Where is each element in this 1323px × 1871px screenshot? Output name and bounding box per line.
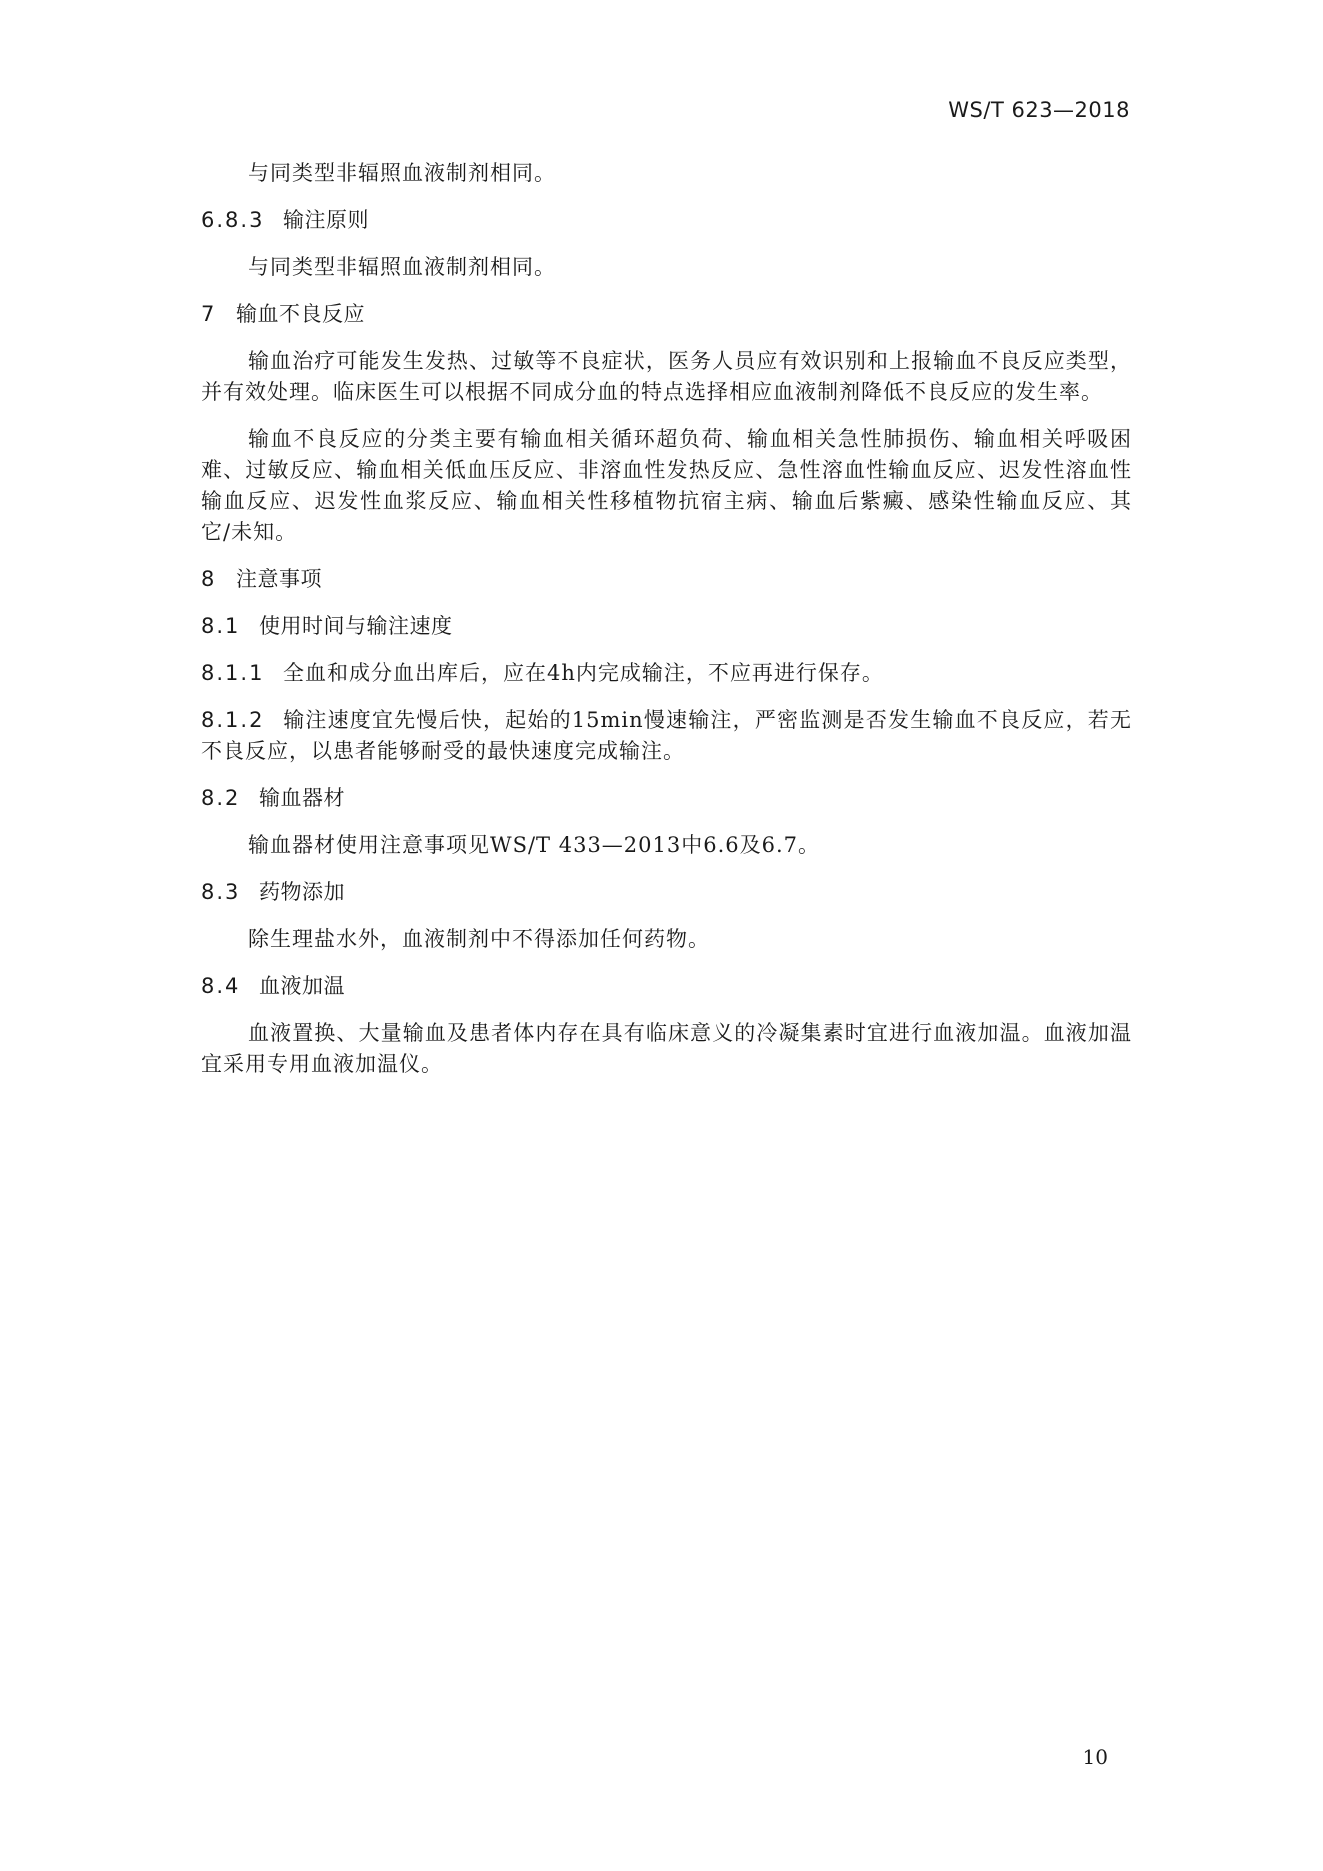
section-heading-8-4 xyxy=(201,971,1132,1002)
paragraph: 血液置换、大量输血及患者体内存在具有临床意义的冷凝集素时宜进行血液加温。血液加温宜采用专用血液加温仪。 xyxy=(201,1021,1132,1076)
section-title: 注意事项 xyxy=(236,567,322,591)
section-number: 8.4 xyxy=(201,974,241,998)
document-body xyxy=(201,158,1132,1096)
section-number: 6.8.3 xyxy=(201,208,265,232)
document-code: WS/T 623—2018 xyxy=(948,98,1130,122)
section-title: 输血不良反应 xyxy=(236,302,365,326)
section-heading-8-2 xyxy=(201,783,1132,814)
section-heading-8-1 xyxy=(201,611,1132,642)
section-heading-8 xyxy=(201,564,1132,595)
section-title: 输注原则 xyxy=(283,208,369,232)
section-heading-7 xyxy=(201,299,1132,330)
section-title: 输血器材 xyxy=(259,786,345,810)
section-number: 8.1 xyxy=(201,614,241,638)
clause-number: 8.1.2 xyxy=(201,708,265,732)
paragraph: 输血不良反应的分类主要有输血相关循环超负荷、输血相关急性肺损伤、输血相关呼吸困难、过敏反应、输血相关低血压反应、非溶血性发热反应、急性溶血性输血反应、迟发性溶血性输血反应、迟发性血浆反应、输血相关性移植物抗宿主病、输血后紫癜、感染性输血反应、其它/未知。 xyxy=(201,427,1132,544)
section-number: 8.3 xyxy=(201,880,241,904)
clause-8-1-2 xyxy=(201,705,1132,767)
paragraph: 除生理盐水外，血液制剂中不得添加任何药物。 xyxy=(248,927,710,951)
section-heading-6-8-3 xyxy=(201,205,1132,236)
section-number: 8.2 xyxy=(201,786,241,810)
clause-8-1-1 xyxy=(201,658,1132,689)
section-number: 7 xyxy=(201,302,217,326)
section-title: 使用时间与输注速度 xyxy=(259,614,453,638)
paragraph: 输血器材使用注意事项见WS/T 433—2013中6.6及6.7。 xyxy=(248,833,821,857)
section-heading-8-3 xyxy=(201,877,1132,908)
page-number: 10 xyxy=(1082,1745,1108,1769)
paragraph: 与同类型非辐照血液制剂相同。 xyxy=(248,161,556,185)
section-title: 药物添加 xyxy=(259,880,345,904)
clause-text: 全血和成分血出库后，应在4h内完成输注，不应再进行保存。 xyxy=(283,661,884,685)
clause-text: 输注速度宜先慢后快，起始的15min慢速输注，严密监测是否发生输血不良反应，若无不良反应，以患者能够耐受的最快速度完成输注。 xyxy=(201,708,1132,763)
paragraph: 输血治疗可能发生发热、过敏等不良症状，医务人员应有效识别和上报输血不良反应类型，并有效处理。临床医生可以根据不同成分血的特点选择相应血液制剂降低不良反应的发生率。 xyxy=(201,349,1132,404)
paragraph: 与同类型非辐照血液制剂相同。 xyxy=(248,255,556,279)
clause-number: 8.1.1 xyxy=(201,661,265,685)
section-title: 血液加温 xyxy=(259,974,345,998)
section-number: 8 xyxy=(201,567,217,591)
